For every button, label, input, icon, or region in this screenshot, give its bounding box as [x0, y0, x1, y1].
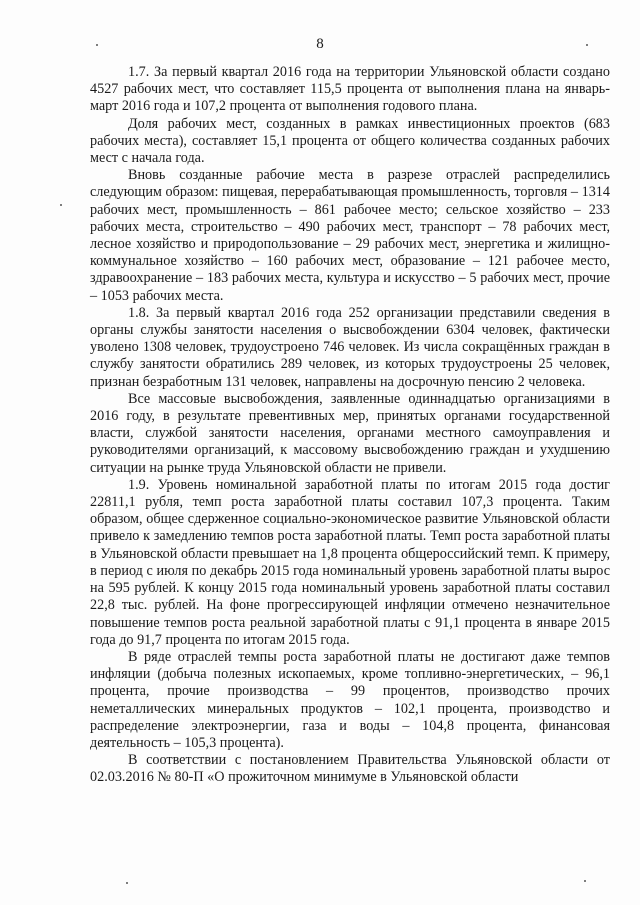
paragraph-jobs-by-industry: Вновь созданные рабочие места в разрезе отраслей распределились следующим образом: пищевая, перерабатывающая промышленность, торговля – 1314 рабочих мест, промышленность – 861 рабочее место; сельское хозяйство – 233 рабочих места, строительство – 490 рабочих мест, транспорт – 78 рабочих мест, лесное хозяйство и природопользование – 29 рабочих мест, энергетика и жилищно-коммунальное хозяйство – 160 рабочих мест, образование – 121 рабочее место, здравоохранение – 183 рабочих места, культура и искусство – 5 рабочих мест, прочие – 1053 рабочих места. — [90, 167, 610, 304]
scan-speck — [584, 880, 586, 882]
paragraph-wage-growth-by-sector: В ряде отраслей темпы роста заработной платы не достигают даже темпов инфляции (добыча полезных ископаемых, кроме топливно-энергетических, – 96,1 процента, прочие производства – 99 процентов, производство прочих неметаллических минеральных продуктов – 102,1 процента, производство и распределение электроэнергии, газа и воды – 104,8 процента, финансовая деятельность – 105,3 процента). — [90, 648, 610, 751]
document-body — [90, 64, 610, 787]
scan-speck — [96, 44, 98, 46]
paragraph-1-8-layoffs: 1.8. За первый квартал 2016 года 252 организации представили сведения в органы службы занятости населения о высвобождении 6304 человек, фактически уволено 1308 человек, трудоустроено 746 человек. Из числа сокращённых граждан в службу занятости обратились 289 человек, из которых трудоустроены 25 человек, признан безработным 131 человек, направлены на досрочную пенсию 2 человека. — [90, 304, 610, 390]
paragraph-1-9-nominal-wages: 1.9. Уровень номинальной заработной платы по итогам 2015 года достиг 22811,1 рубля, темп роста заработной платы составил 107,3 процента. Таким образом, общее сдерженное социально-экономическое развитие Ульяновской области привело к замедлению темпов роста заработной платы. Темп роста заработной платы в Ульяновской области превышает на 1,8 процента общероссийский темп. К примеру, в период с июля по декабрь 2015 года номинальный уровень заработной платы вырос на 595 рублей. К концу 2015 года номинальный уровень заработной платы составил 22,8 тыс. рублей. На фоне прогрессирующей инфляции отмечено незначительное повышение темпов роста реальной заработной платы с 91,1 процента в январе 2015 года до 91,7 процента по итогам 2015 года. — [90, 476, 610, 648]
scan-speck — [586, 44, 588, 46]
paragraph-investment-jobs-share: Доля рабочих мест, созданных в рамках инвестиционных проектов (683 рабочих места), составляет 15,1 процента от общего количества созданных рабочих мест с начала года. — [90, 115, 610, 167]
paragraph-subsistence-minimum: В соответствии с постановлением Правительства Ульяновской области от 02.03.2016 № 80-П «О прожиточном минимуме в Ульяновской области — [90, 752, 610, 786]
scan-speck — [126, 882, 128, 884]
paragraph-mass-layoffs-prevented: Все массовые высвобождения, заявленные одиннадцатью организациями в 2016 году, в результате превентивных мер, принятых органами государственной власти, службой занятости населения, органами местного самоуправления и руководителями организаций, к массовому высвобождению граждан и ухудшению ситуации на рынке труда Ульяновской области не привели. — [90, 390, 610, 476]
scan-speck — [60, 204, 62, 206]
page-number: 8 — [316, 36, 324, 52]
paragraph-1-7-jobs-created: 1.7. За первый квартал 2016 года на территории Ульяновской области создано 4527 рабочих мест, что составляет 115,5 процента от выполнения плана на январь-март 2016 года и 107,2 процента от выполнения годового плана. — [90, 64, 610, 115]
